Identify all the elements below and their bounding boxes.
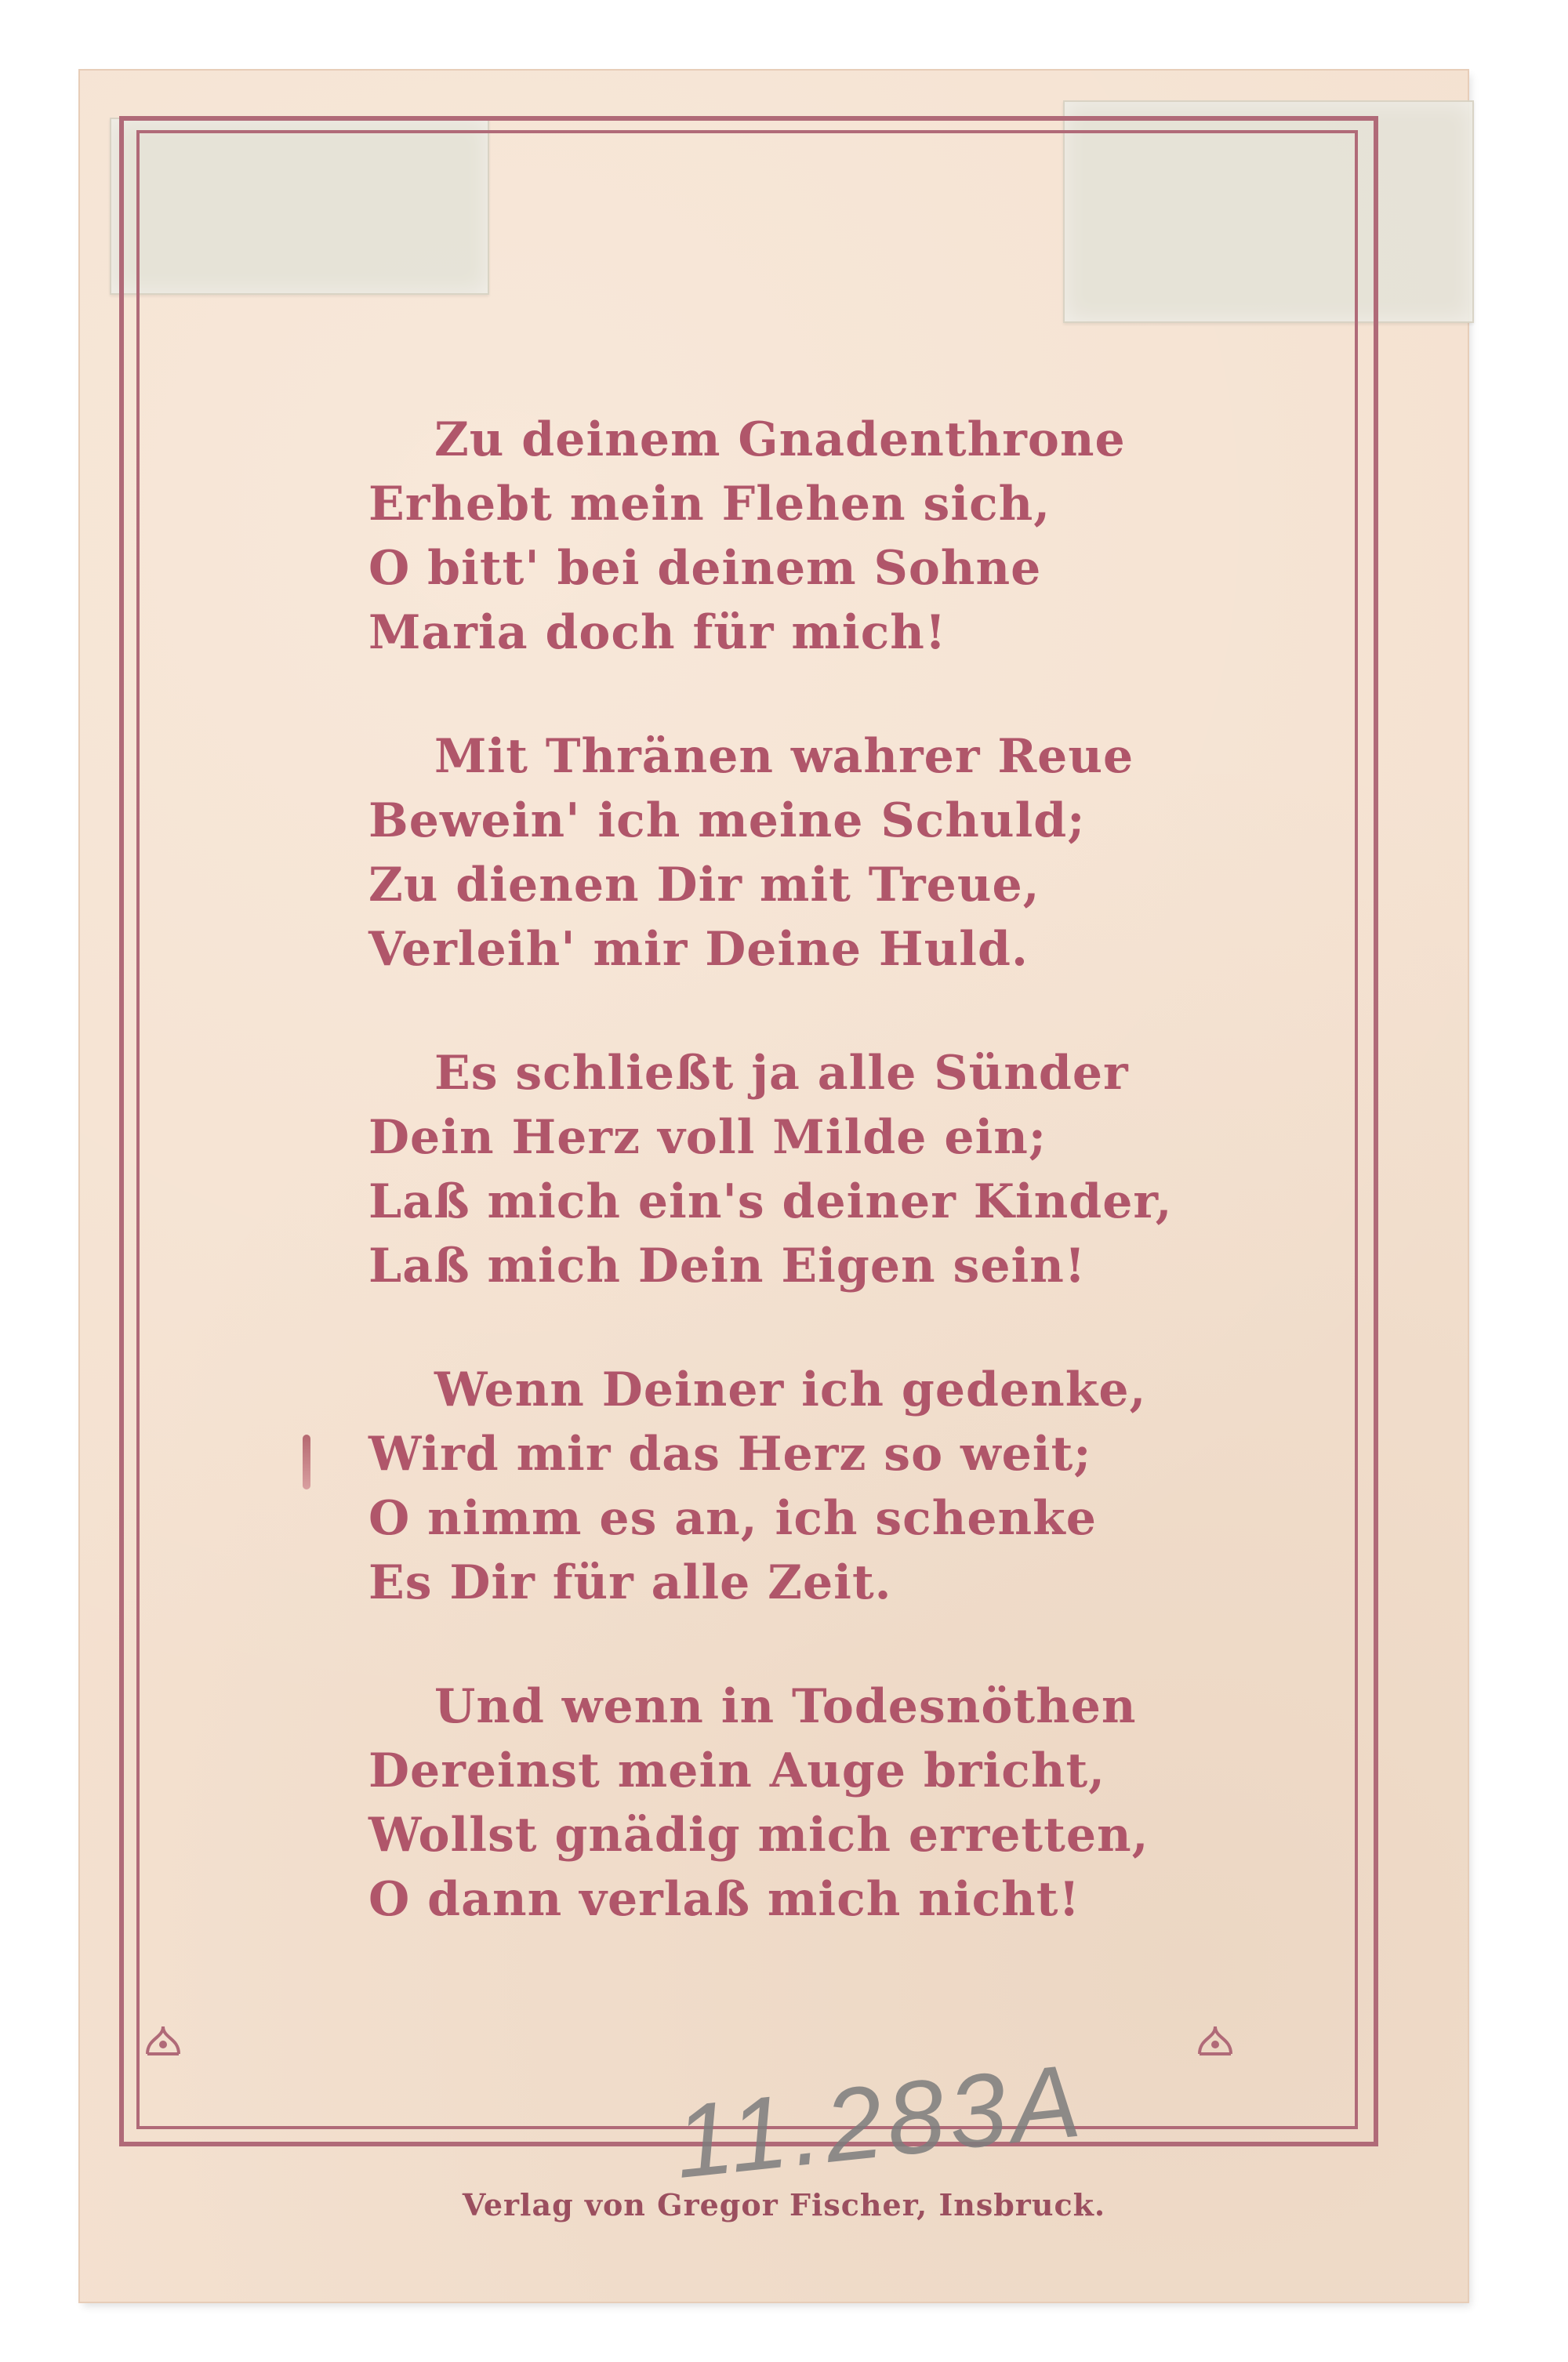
poem-line: Laß mich ein's deiner Kinder, <box>368 1174 1173 1229</box>
poem-line: O dann verlaß mich nicht! <box>368 1872 1080 1927</box>
poem-line: Zu deinem Gnadenthrone <box>434 412 1126 467</box>
poem-line: Dereinst mein Auge bricht, <box>368 1743 1106 1798</box>
poem-line: Erhebt mein Flehen sich, <box>368 477 1051 532</box>
ink-speck <box>303 1435 310 1489</box>
poem-line: Wird mir das Herz so weit; <box>368 1427 1092 1482</box>
poem-line: Dein Herz voll Milde ein; <box>368 1110 1047 1165</box>
poem-line: Bewein' ich meine Schuld; <box>368 793 1086 848</box>
corner-ornament-right <box>1192 2015 1239 2062</box>
stanza <box>368 1358 1231 1615</box>
poem-line: Maria doch für mich! <box>368 605 947 660</box>
stanza <box>368 1041 1231 1298</box>
stanza <box>368 724 1231 981</box>
poem-line: Es schließt ja alle Sünder <box>434 1046 1129 1101</box>
corner-ornament-left <box>140 2015 187 2062</box>
inventory-number: 11.283A <box>669 2042 1091 2200</box>
poem-line: Es Dir für alle Zeit. <box>368 1555 892 1610</box>
poem-line: Wollst gnädig mich erretten, <box>368 1808 1149 1863</box>
poem-line: Zu dienen Dir mit Treue, <box>368 858 1040 913</box>
poem-line: O bitt' bei deinem Sohne <box>368 541 1042 596</box>
poem-line: Und wenn in Todesnöthen <box>434 1679 1137 1734</box>
stanza <box>368 408 1231 665</box>
poem-line: O nimm es an, ich schenke <box>368 1491 1097 1546</box>
poem-line: Mit Thränen wahrer Reue <box>434 729 1134 784</box>
poem <box>368 408 1231 1991</box>
poem-line: Wenn Deiner ich gedenke, <box>434 1362 1147 1417</box>
poem-line: Laß mich Dein Eigen sein! <box>368 1239 1087 1293</box>
poem-line: Verleih' mir Deine Huld. <box>368 922 1029 977</box>
stanza <box>368 1674 1231 1932</box>
publisher-imprint: Verlag von Gregor Fischer, Insbruck. <box>462 2187 1106 2222</box>
